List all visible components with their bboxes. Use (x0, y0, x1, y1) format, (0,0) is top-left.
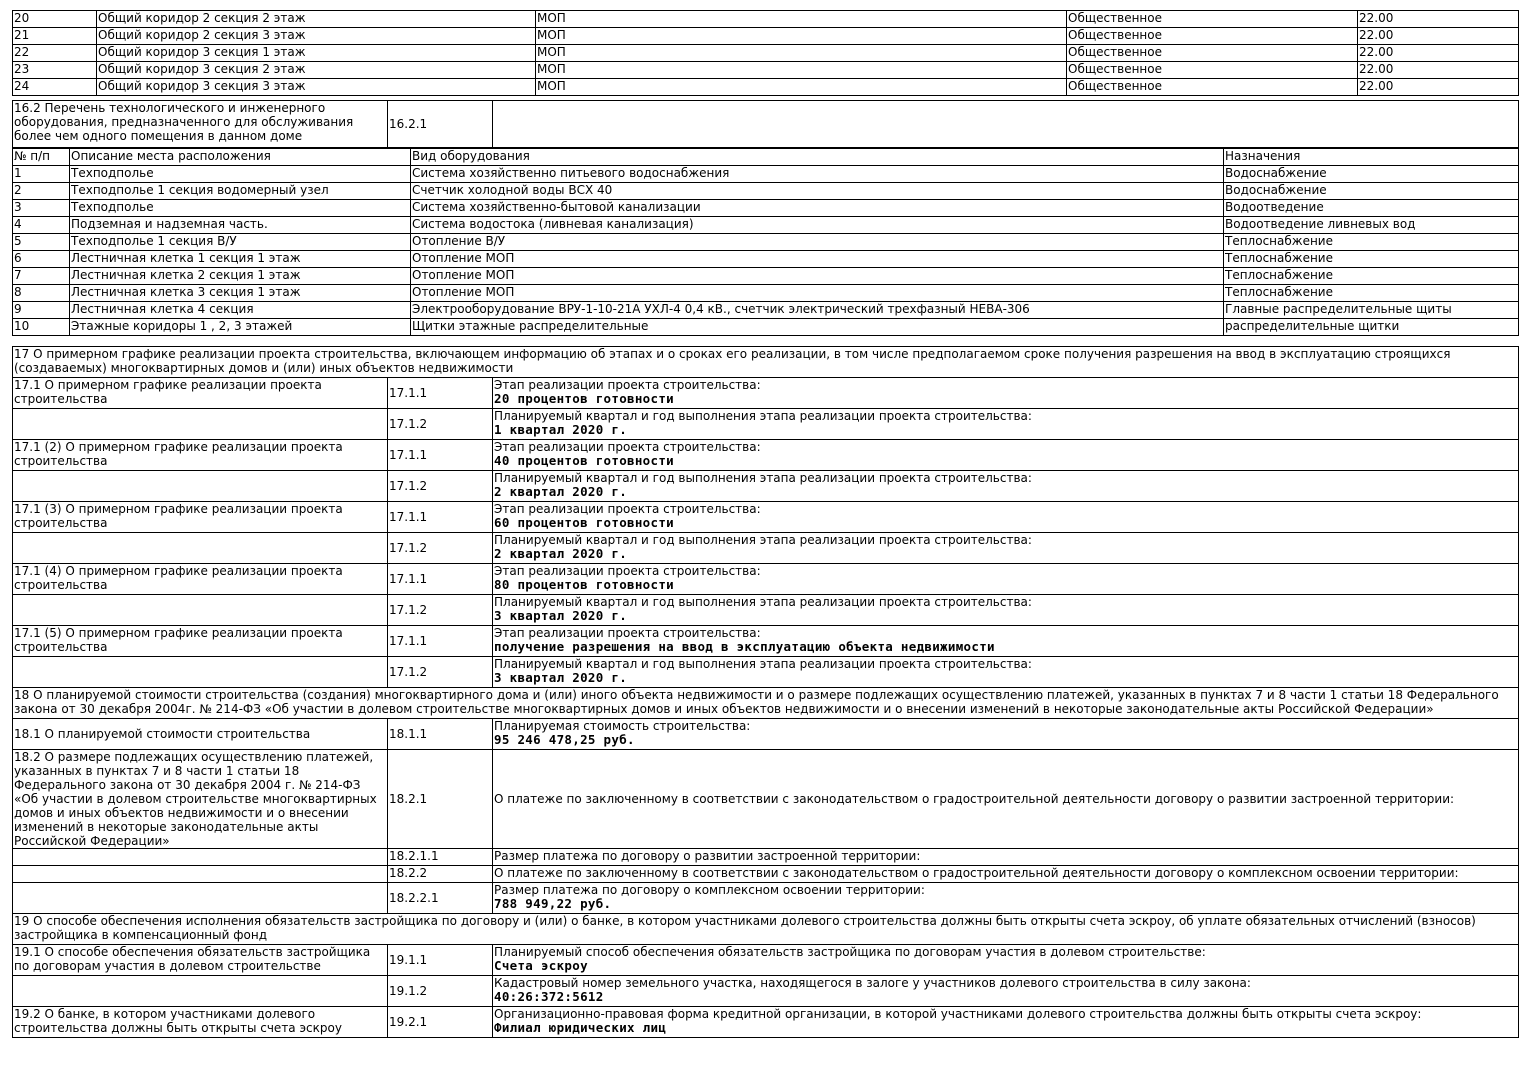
table-row (13, 849, 1519, 866)
s19-1-1-code: 19.1.1 (388, 945, 493, 976)
room-purpose: Общественное (1067, 45, 1358, 62)
s18-2-2-1-label: Размер платежа по договору о комплексном освоении территории: (494, 883, 925, 897)
table-row (13, 657, 1519, 688)
s18-1-label: Планируемая стоимость строительства: (494, 719, 751, 733)
s18-2-title: 18.2 О размере подлежащих осуществлению платежей, указанных в пунктах 7 и 8 части 1 статьи 18 Федерального закона от 30 декабря 2004 г. № 214-ФЗ «Об участии в долевом строительстве многоквартирных домов и иных объектов недвижимости и о внесении изменений в некоторые законодательные акты Российской Федерации» (13, 750, 388, 849)
eq-purpose: Теплоснабжение (1224, 251, 1519, 268)
eq-location: Лестничная клетка 3 секция 1 этаж (70, 285, 411, 302)
table-row (13, 409, 1519, 440)
eq-location: Техподполье 1 секция В/У (70, 234, 411, 251)
s17-stage-title: 17.1 (2) О примерном графике реализации проекта строительства (13, 440, 388, 471)
eq-location: Лестничная клетка 1 секция 1 этаж (70, 251, 411, 268)
eq-purpose: Водоотведение ливневых вод (1224, 217, 1519, 234)
table-row (13, 502, 1519, 533)
s18-2-2-1-code: 18.2.2.1 (388, 883, 493, 914)
s19-title: 19 О способе обеспечения исполнения обязательств застройщика по договору и (или) о банке, в котором участниками долевого строительства должны быть открыты счета эскроу, об уплате обязательных отчислений (взносов) застройщика в компенсационный фонд (13, 914, 1519, 945)
table-row (13, 101, 1519, 148)
table-row (13, 440, 1519, 471)
eq-purpose: Теплоснабжение (1224, 234, 1519, 251)
s19-1-1-label: Планируемый способ обеспечения обязательств застройщика по договорам участия в долевом строительстве: (494, 945, 1206, 959)
empty-cell (493, 101, 1519, 148)
section-heading-row (13, 914, 1519, 945)
empty-cell (13, 883, 388, 914)
table-row (13, 183, 1519, 200)
empty-cell (13, 976, 388, 1007)
eq-purpose: Главные распределительные щиты (1224, 302, 1519, 319)
eq-no: 6 (13, 251, 70, 268)
table-row (13, 234, 1519, 251)
header-equipment: Вид оборудования (411, 149, 1224, 166)
s17-quarter-value: 2 квартал 2020 г. (494, 484, 628, 499)
s18-2-1-1-label: Размер платежа по договору о развитии застроенной территории: (493, 849, 1519, 866)
header-purpose: Назначения (1224, 149, 1519, 166)
eq-no: 8 (13, 285, 70, 302)
s17-code: 17.1.1 (388, 440, 493, 471)
s17-code: 17.1.1 (388, 378, 493, 409)
s17-stage-label: Этап реализации проекта строительства: (494, 440, 761, 454)
s19-1-2-label: Кадастровый номер земельного участка, находящегося в залоге у участников долевого строительства в силу закона: (494, 976, 1251, 990)
eq-no: 4 (13, 217, 70, 234)
eq-no: 3 (13, 200, 70, 217)
s17-code: 17.1.2 (388, 409, 493, 440)
header-location: Описание места расположения (70, 149, 411, 166)
room-purpose: Общественное (1067, 28, 1358, 45)
s17-quarter-label: Планируемый квартал и год выполнения этапа реализации проекта строительства: (494, 657, 1032, 671)
s19-1-1-value: Счета эскроу (494, 958, 588, 973)
table-row (13, 564, 1519, 595)
room-name: Общий коридор 3 секция 3 этаж (97, 79, 536, 96)
s17-title: 17 О примерном графике реализации проекта строительства, включающем информацию об этапах и о сроках его реализации, в том числе предполагаемом сроке получения разрешения на ввод в эксплуатацию строящихся (создаваемых) многоквартирных домов и (или) иных объектов недвижимости (13, 347, 1519, 378)
room-no: 23 (13, 62, 97, 79)
s17-quarter-label: Планируемый квартал и год выполнения этапа реализации проекта строительства: (494, 409, 1032, 423)
table-row (13, 750, 1519, 849)
eq-no: 1 (13, 166, 70, 183)
table-row (13, 626, 1519, 657)
table-row (13, 45, 1519, 62)
s19-1-2-value: 40:26:372:5612 (494, 989, 604, 1004)
sections-17-19-table (12, 346, 1519, 1038)
room-purpose: Общественное (1067, 62, 1358, 79)
s18-2-2-code: 18.2.2 (388, 866, 493, 883)
eq-equipment: Отопление МОП (411, 268, 1224, 285)
eq-location: Техподполье (70, 200, 411, 217)
room-type: МОП (536, 79, 1067, 96)
table-row (13, 1007, 1519, 1038)
table-row (13, 79, 1519, 96)
table-row (13, 976, 1519, 1007)
s17-stage-value: получение разрешения на ввод в эксплуатацию объекта недвижимости (494, 639, 995, 654)
eq-equipment: Система водостока (ливневая канализация) (411, 217, 1224, 234)
s18-1-code: 18.1.1 (388, 719, 493, 750)
s17-quarter-label: Планируемый квартал и год выполнения этапа реализации проекта строительства: (494, 471, 1032, 485)
table-row (13, 28, 1519, 45)
s17-quarter-value: 2 квартал 2020 г. (494, 546, 628, 561)
table-row (13, 62, 1519, 79)
empty-cell (13, 533, 388, 564)
eq-equipment: Отопление МОП (411, 251, 1224, 268)
s17-stage-title: 17.1 (3) О примерном графике реализации проекта строительства (13, 502, 388, 533)
empty-cell (13, 409, 388, 440)
s19-1-2-code: 19.1.2 (388, 976, 493, 1007)
room-no: 22 (13, 45, 97, 62)
s18-1-value: 95 246 478,25 руб. (494, 732, 635, 747)
s17-stage-label: Этап реализации проекта строительства: (494, 378, 761, 392)
s16-2-title: 16.2 Перечень технологического и инженерного оборудования, предназначенного для обслуживания более чем одного помещения в данном доме (13, 101, 388, 148)
s17-code: 17.1.1 (388, 626, 493, 657)
empty-cell (13, 849, 388, 866)
table-row (13, 302, 1519, 319)
eq-no: 2 (13, 183, 70, 200)
table-row (13, 319, 1519, 336)
eq-location: Лестничная клетка 2 секция 1 этаж (70, 268, 411, 285)
table-row (13, 471, 1519, 502)
eq-purpose: Теплоснабжение (1224, 268, 1519, 285)
room-purpose: Общественное (1067, 11, 1358, 28)
table-row (13, 11, 1519, 28)
s17-stage-value: 20 процентов готовности (494, 391, 674, 406)
table-header-row (13, 149, 1519, 166)
s18-title: 18 О планируемой стоимости строительства (создания) многоквартирного дома и (или) иного объекта недвижимости и о размере подлежащих осуществлению платежей, указанных в пунктах 7 и 8 части 1 статьи 18 Федерального закона от 30 декабря 2004г. № 214-ФЗ «Об участии в долевом строительстве многоквартирных домов и иных объектов недвижимости и о внесении изменений в некоторые законодательные акты Российской Федерации» (13, 688, 1519, 719)
s17-stage-label: Этап реализации проекта строительства: (494, 626, 761, 640)
s18-2-code: 18.2.1 (388, 750, 493, 849)
s18-2-2-label: О платеже по заключенному в соответствии с законодательством о градостроительной деятельности договору о комплексном освоении территории: (493, 866, 1519, 883)
room-type: МОП (536, 62, 1067, 79)
empty-cell (13, 866, 388, 883)
equipment-table (12, 148, 1519, 336)
s19-2-title: 19.2 О банке, в котором участниками долевого строительства должны быть открыты счета эскроу (13, 1007, 388, 1038)
s17-stage-title: 17.1 О примерном графике реализации проекта строительства (13, 378, 388, 409)
s19-1-title: 19.1 О способе обеспечения обязательств застройщика по договорам участия в долевом строительстве (13, 945, 388, 976)
empty-cell (13, 595, 388, 626)
rooms-table (12, 10, 1519, 96)
s17-code: 17.1.2 (388, 471, 493, 502)
room-area: 22.00 (1358, 62, 1519, 79)
table-row (13, 719, 1519, 750)
room-area: 22.00 (1358, 11, 1519, 28)
eq-location: Техподполье (70, 166, 411, 183)
eq-purpose: Водоснабжение (1224, 183, 1519, 200)
room-no: 21 (13, 28, 97, 45)
s16-2-header-table (12, 100, 1519, 148)
eq-no: 9 (13, 302, 70, 319)
s17-stage-value: 60 процентов готовности (494, 515, 674, 530)
s17-quarter-label: Планируемый квартал и год выполнения этапа реализации проекта строительства: (494, 595, 1032, 609)
eq-purpose: Водоснабжение (1224, 166, 1519, 183)
eq-purpose: Теплоснабжение (1224, 285, 1519, 302)
s19-2-1-value: Филиал юридических лиц (494, 1020, 667, 1035)
room-name: Общий коридор 3 секция 2 этаж (97, 62, 536, 79)
empty-cell (13, 471, 388, 502)
empty-cell (13, 657, 388, 688)
table-row (13, 166, 1519, 183)
eq-purpose: Водоотведение (1224, 200, 1519, 217)
eq-no: 5 (13, 234, 70, 251)
s17-stage-title: 17.1 (5) О примерном графике реализации проекта строительства (13, 626, 388, 657)
section-heading-row (13, 688, 1519, 719)
s17-stage-label: Этап реализации проекта строительства: (494, 502, 761, 516)
header-no: № п/п (13, 149, 70, 166)
table-row (13, 595, 1519, 626)
room-area: 22.00 (1358, 45, 1519, 62)
s17-quarter-value: 3 квартал 2020 г. (494, 608, 628, 623)
s19-2-1-code: 19.2.1 (388, 1007, 493, 1038)
s17-code: 17.1.2 (388, 533, 493, 564)
eq-no: 7 (13, 268, 70, 285)
room-area: 22.00 (1358, 79, 1519, 96)
s17-stage-title: 17.1 (4) О примерном графике реализации проекта строительства (13, 564, 388, 595)
s17-stage-value: 40 процентов готовности (494, 453, 674, 468)
eq-location: Техподполье 1 секция водомерный узел (70, 183, 411, 200)
table-row (13, 200, 1519, 217)
eq-equipment: Счетчик холодной воды ВСХ 40 (411, 183, 1224, 200)
room-area: 22.00 (1358, 28, 1519, 45)
table-row (13, 268, 1519, 285)
table-row (13, 285, 1519, 302)
eq-location: Лестничная клетка 4 секция (70, 302, 411, 319)
s17-code: 17.1.1 (388, 564, 493, 595)
table-row (13, 866, 1519, 883)
s18-2-2-1-value: 788 949,22 руб. (494, 896, 612, 911)
eq-equipment: Электрооборудование ВРУ-1-10-21А УХЛ-4 0,4 кВ., счетчик электрический трехфазный НЕВА-306 (411, 302, 1224, 319)
table-row (13, 883, 1519, 914)
eq-no: 10 (13, 319, 70, 336)
room-no: 24 (13, 79, 97, 96)
s17-code: 17.1.2 (388, 657, 493, 688)
table-row (13, 251, 1519, 268)
eq-equipment: Отопление В/У (411, 234, 1224, 251)
s18-1-title: 18.1 О планируемой стоимости строительства (13, 719, 388, 750)
s16-2-code: 16.2.1 (388, 101, 493, 148)
table-row (13, 945, 1519, 976)
s17-code: 17.1.2 (388, 595, 493, 626)
s18-2-1-1-code: 18.2.1.1 (388, 849, 493, 866)
eq-equipment: Система хозяйственно питьевого водоснабжения (411, 166, 1224, 183)
room-purpose: Общественное (1067, 79, 1358, 96)
s17-stage-value: 80 процентов готовности (494, 577, 674, 592)
table-row (13, 378, 1519, 409)
s17-quarter-value: 3 квартал 2020 г. (494, 670, 628, 685)
eq-equipment: Щитки этажные распределительные (411, 319, 1224, 336)
room-name: Общий коридор 2 секция 3 этаж (97, 28, 536, 45)
eq-location: Этажные коридоры 1 , 2, 3 этажей (70, 319, 411, 336)
s17-code: 17.1.1 (388, 502, 493, 533)
table-row (13, 217, 1519, 234)
room-type: МОП (536, 45, 1067, 62)
room-name: Общий коридор 2 секция 2 этаж (97, 11, 536, 28)
s17-quarter-label: Планируемый квартал и год выполнения этапа реализации проекта строительства: (494, 533, 1032, 547)
section-heading-row (13, 347, 1519, 378)
eq-equipment: Отопление МОП (411, 285, 1224, 302)
table-row (13, 533, 1519, 564)
eq-purpose: распределительные щитки (1224, 319, 1519, 336)
room-no: 20 (13, 11, 97, 28)
s19-2-1-label: Организационно-правовая форма кредитной организации, в которой участниками долевого строительства должны быть открыты счета эскроу: (494, 1007, 1422, 1021)
eq-location: Подземная и надземная часть. (70, 217, 411, 234)
room-type: МОП (536, 28, 1067, 45)
eq-equipment: Система хозяйственно-бытовой канализации (411, 200, 1224, 217)
s17-quarter-value: 1 квартал 2020 г. (494, 422, 628, 437)
s17-stage-label: Этап реализации проекта строительства: (494, 564, 761, 578)
s18-2-label: О платеже по заключенному в соответствии с законодательством о градостроительной деятельности договору о развитии застроенной территории: (493, 750, 1519, 849)
room-type: МОП (536, 11, 1067, 28)
room-name: Общий коридор 3 секция 1 этаж (97, 45, 536, 62)
